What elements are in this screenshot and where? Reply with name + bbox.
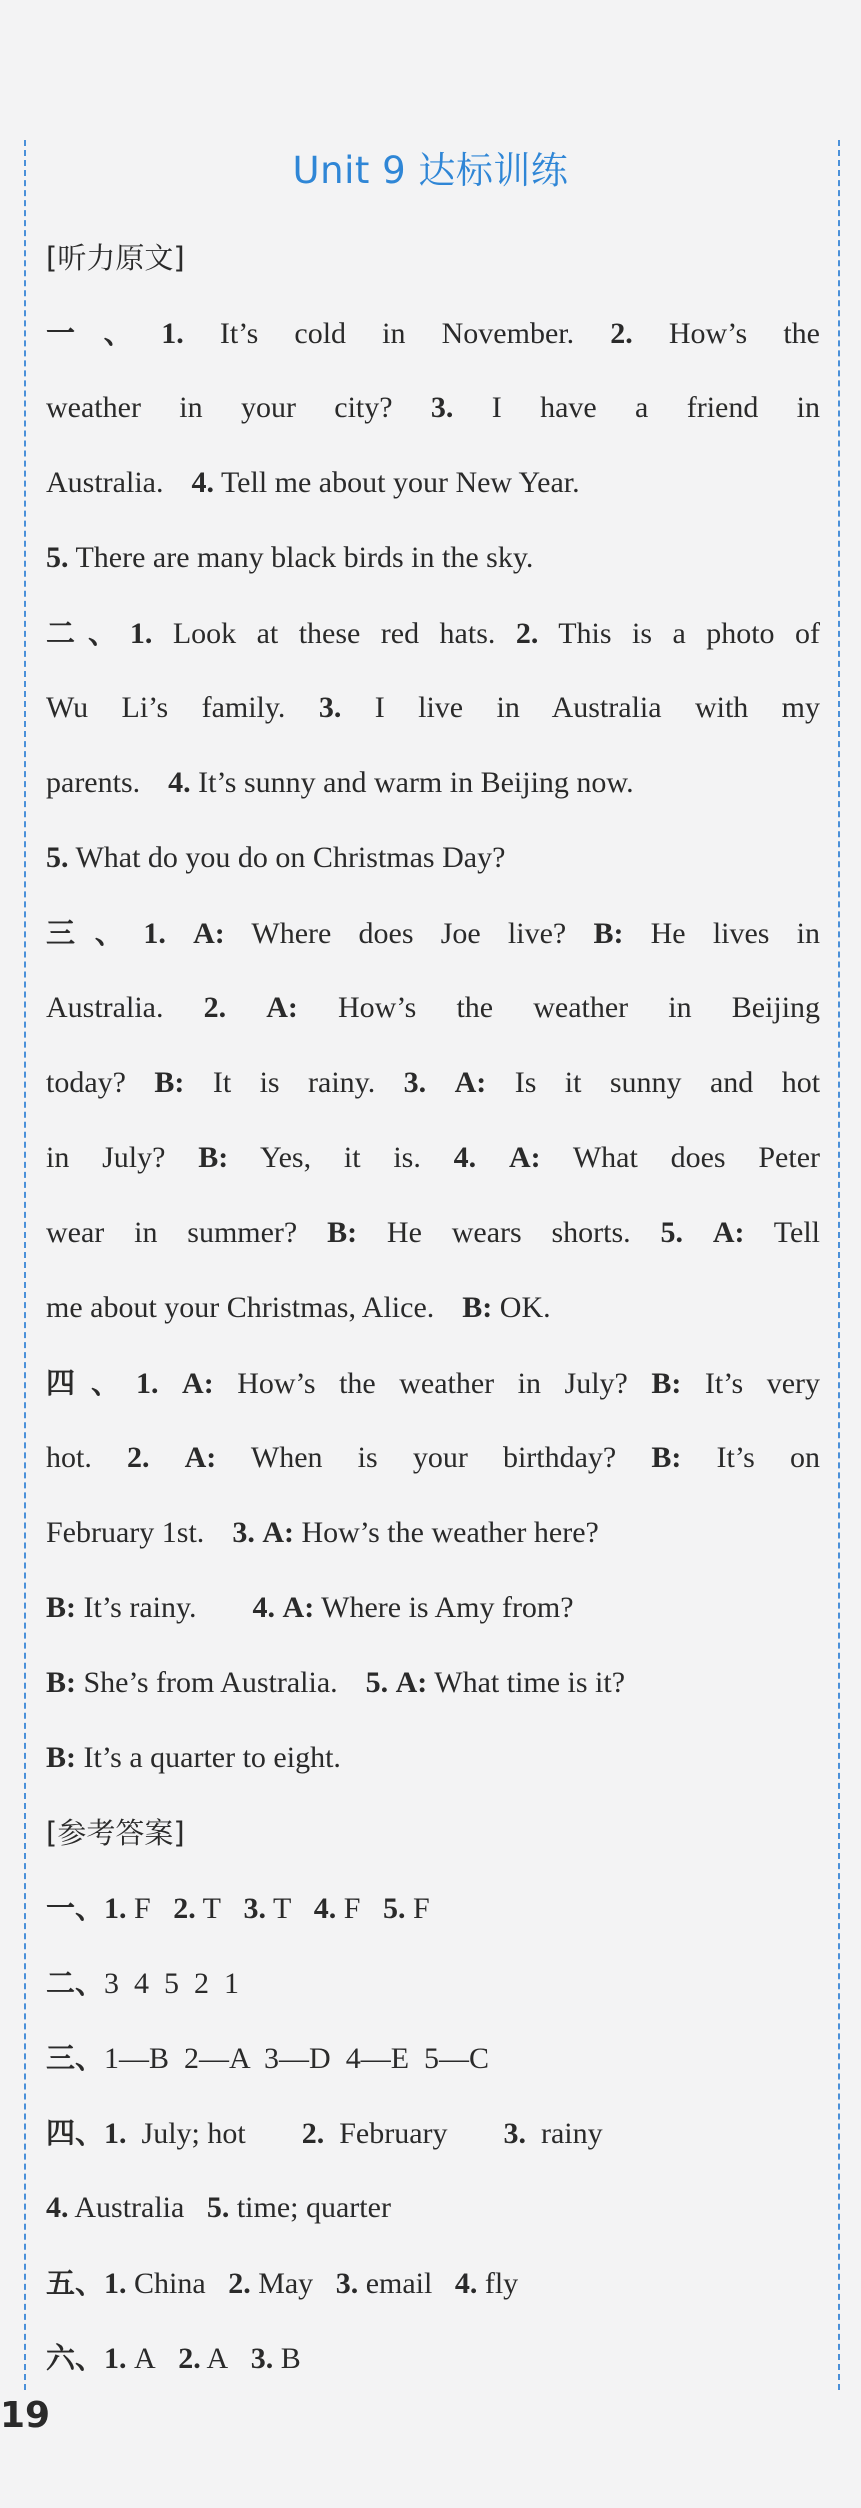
text-listening-s1-l3-n4: 4. xyxy=(191,466,214,499)
text-listening-s4-l3-n3: 3. xyxy=(232,1516,255,1549)
text-listening-s1-l2-t1: weather in your city? xyxy=(46,391,393,424)
answer-row-1 xyxy=(46,1878,820,1953)
text-answers-a5-n3: 3. xyxy=(335,2267,359,2300)
text-answers-a3-label: 三、 xyxy=(46,2041,105,2075)
text-answers-a4-v2: February xyxy=(339,2117,448,2150)
listening-s4-line6 xyxy=(46,1728,820,1803)
text-listening-s3-l2-t2: How’s the weather in Beijing xyxy=(338,991,820,1024)
listening-s4-line4 xyxy=(46,1578,820,1653)
listening-s4-line5 xyxy=(46,1653,820,1728)
listening-s2-line3 xyxy=(46,753,820,828)
answer-row-2 xyxy=(46,1953,820,2028)
text-listening-s1-l1-t2: How’s the xyxy=(668,317,820,350)
text-answers-a6-n2: 2. xyxy=(178,2342,201,2375)
text-listening-s3-l6-t1: me about your Christmas, Alice. xyxy=(46,1291,435,1324)
text-answers-a4-n3: 3. xyxy=(503,2117,526,2150)
text-answers-a4-v5: time; quarter xyxy=(236,2191,391,2224)
text-listening-s3-l3-t3: Is it sunny and hot xyxy=(514,1066,820,1099)
text-listening-s2-l1-n2: 2. xyxy=(515,617,539,650)
listening-s4-line3 xyxy=(46,1503,820,1578)
answer-row-6 xyxy=(46,2328,820,2403)
text-listening-s3-l2-t1: Australia. xyxy=(46,991,164,1024)
text-listening-s4-l4-t2: Where is Amy from? xyxy=(321,1591,574,1624)
text-answers-a5-v3: email xyxy=(365,2267,433,2300)
text-listening-s3-l2-a: A: xyxy=(266,991,298,1024)
text-answers-a6-v1: A xyxy=(134,2342,156,2375)
listening-header: [听力原文] xyxy=(46,241,185,275)
text-listening-s1-l3-t1: Australia. xyxy=(46,466,164,499)
text-listening-s3-l5-a: A: xyxy=(712,1216,745,1249)
text-listening-s3-l1-n1: 1. xyxy=(143,917,166,950)
content xyxy=(46,228,820,2403)
text-listening-s3-l6-t2: OK. xyxy=(499,1291,551,1324)
text-listening-s2-l3-n4: 4. xyxy=(168,766,191,799)
text-listening-s4-l2-n2: 2. xyxy=(126,1441,150,1474)
listening-s4-line1 xyxy=(46,1353,820,1428)
text-listening-s4-l5-t2: What time is it? xyxy=(434,1666,626,1699)
text-listening-s3-l1-t1: Where does Joe live? xyxy=(251,917,567,950)
text-listening-s1-label: 一、 xyxy=(46,316,162,350)
listening-s4-line2 xyxy=(46,1428,820,1503)
listening-s1-line1 xyxy=(46,303,820,378)
text-listening-s2-l1-t1: Look at these red hats. xyxy=(172,617,496,650)
text-listening-s4-l1-a: A: xyxy=(182,1367,214,1400)
text-listening-s4-l5-b: B: xyxy=(46,1666,76,1699)
text-listening-s4-l2-a: A: xyxy=(184,1441,217,1474)
text-listening-s2-l3-t4: It’s sunny and warm in Beijing now. xyxy=(198,766,634,799)
listening-s1-line4 xyxy=(46,528,820,603)
text-listening-s3-l5-t3: Tell xyxy=(773,1216,820,1249)
text-answers-a6-n1: 1. xyxy=(104,2342,127,2375)
text-listening-s4-l5-a: A: xyxy=(395,1666,428,1699)
text-answers-a1-n1: 1. xyxy=(104,1892,127,1925)
text-listening-s3-l5-b: B: xyxy=(327,1216,358,1249)
text-listening-s3-l5-t1: wear in summer? xyxy=(46,1216,298,1249)
page-title: Unit 9 达标训练 xyxy=(292,149,569,192)
text-answers-a2-label: 二、 xyxy=(46,1966,105,2000)
text-listening-s4-l5-t1: She’s from Australia. xyxy=(83,1666,338,1699)
text-answers-a1-label: 一、 xyxy=(46,1891,105,1925)
text-answers-a1-v3: T xyxy=(272,1892,292,1925)
text-listening-s1-l1-n1: 1. xyxy=(161,317,184,350)
text-listening-s3-l5-n5: 5. xyxy=(660,1216,684,1249)
listening-s1-line2 xyxy=(46,378,820,453)
answer-row-4b xyxy=(46,2178,820,2253)
text-listening-s2-l4-t5: What do you do on Christmas Day? xyxy=(75,841,506,874)
text-listening-s4-l1-b: B: xyxy=(651,1367,682,1400)
text-answers-a1-n4: 4. xyxy=(313,1892,337,1925)
text-answers-a5-n4: 4. xyxy=(454,2267,478,2300)
text-listening-s2-l2-t3: I live in Australia with my xyxy=(374,691,820,724)
text-answers-a4-v3: rainy xyxy=(541,2117,603,2150)
text-listening-s4-l3-t1: February 1st. xyxy=(46,1516,205,1549)
text-answers-a3-text: 1—B 2—A 3—D 4—E 5—C xyxy=(104,2042,490,2075)
listening-s3-line3 xyxy=(46,1053,820,1128)
text-listening-s1-l2-t3: I have a friend in xyxy=(491,391,820,424)
text-answers-a4-n2: 2. xyxy=(301,2117,325,2150)
text-answers-a5-n2: 2. xyxy=(228,2267,251,2300)
answer-row-5 xyxy=(46,2253,820,2328)
text-answers-a1-n2: 2. xyxy=(173,1892,196,1925)
text-answers-a5-v4: fly xyxy=(484,2267,519,2300)
text-answers-a1-v2: T xyxy=(202,1892,221,1925)
text-listening-s4-l1-n1: 1. xyxy=(136,1367,159,1400)
text-answers-a4-n5: 5. xyxy=(206,2191,230,2224)
text-answers-a1-n3: 3. xyxy=(243,1892,266,1925)
listening-s3-line2 xyxy=(46,978,820,1053)
text-listening-s3-l4-t2: Yes, it is. xyxy=(259,1141,421,1174)
text-listening-s4-l4-n4: 4. xyxy=(252,1591,276,1624)
text-listening-s3-l2-n2: 2. xyxy=(203,991,227,1024)
text-listening-s3-l1-b: B: xyxy=(593,917,624,950)
listening-s2-line4 xyxy=(46,828,820,903)
text-listening-s3-l3-a: A: xyxy=(454,1066,487,1099)
text-listening-s3-l3-t1: today? xyxy=(46,1066,126,1099)
text-listening-s3-l3-t2: It is rainy. xyxy=(212,1066,376,1099)
text-listening-s1-l4-t5: There are many black birds in the sky. xyxy=(75,541,534,574)
text-listening-s3-l3-b: B: xyxy=(154,1066,185,1099)
answer-header: [参考答案] xyxy=(46,1816,185,1850)
text-listening-s4-l4-a: A: xyxy=(282,1591,315,1624)
text-listening-s3-l1-a: A: xyxy=(193,917,225,950)
left-dashed-border xyxy=(24,140,26,2390)
text-answers-a1-v4: F xyxy=(343,1892,361,1925)
text-answers-a1-v5: F xyxy=(412,1892,430,1925)
text-answers-a6-v3: B xyxy=(280,2342,301,2375)
listening-s3-line4 xyxy=(46,1128,820,1203)
listening-s2-line2 xyxy=(46,678,820,753)
text-answers-a6-label: 六、 xyxy=(46,2341,105,2375)
text-listening-s1-l2-n3: 3. xyxy=(430,391,454,424)
listening-s3-line5 xyxy=(46,1203,820,1278)
text-answers-a1-n5: 5. xyxy=(382,1892,406,1925)
text-answers-a4-n1: 1. xyxy=(104,2117,127,2150)
text-listening-s4-l4-t1: It’s rainy. xyxy=(83,1591,197,1624)
text-answers-a5-v2: May xyxy=(258,2267,314,2300)
answer-row-4 xyxy=(46,2103,820,2178)
text-listening-s4-l3-t2: How’s the weather here? xyxy=(301,1516,599,1549)
text-listening-s1-l1-t1: It’s cold in November. xyxy=(219,317,575,350)
text-answers-a4-v1: July; hot xyxy=(141,2117,246,2150)
text-answers-a2-text: 3 4 5 2 1 xyxy=(104,1967,240,2000)
text-listening-s1-l4-n5: 5. xyxy=(46,541,69,574)
listening-s2-line1 xyxy=(46,603,820,678)
text-listening-s3-l4-t3: What does Peter xyxy=(572,1141,820,1174)
text-listening-s3-label: 三、 xyxy=(46,916,144,950)
text-answers-a5-v1: China xyxy=(134,2267,206,2300)
text-listening-s2-l4-n5: 5. xyxy=(46,841,69,874)
text-answers-a5-n1: 1. xyxy=(104,2267,127,2300)
text-listening-s2-l3-t1: parents. xyxy=(46,766,141,799)
text-listening-s4-label: 四、 xyxy=(46,1366,137,1400)
text-listening-s4-l2-t3: It’s on xyxy=(716,1441,820,1474)
text-answers-a5-label: 五、 xyxy=(46,2266,105,2300)
text-listening-s4-l3-a: A: xyxy=(262,1516,294,1549)
listening-s3-line6 xyxy=(46,1278,820,1353)
text-answers-a6-v2: A xyxy=(206,2342,229,2375)
text-listening-s4-l1-t1: How’s the weather in July? xyxy=(237,1367,628,1400)
text-listening-s2-l1-n1: 1. xyxy=(129,617,153,650)
text-listening-s4-l4-b: B: xyxy=(46,1591,76,1624)
text-listening-s2-l1-t2: This is a photo of xyxy=(558,617,820,650)
text-listening-s3-l3-n3: 3. xyxy=(403,1066,427,1099)
text-answers-a6-n3: 3. xyxy=(250,2342,274,2375)
text-listening-s4-l2-t2: When is your birthday? xyxy=(250,1441,617,1474)
text-listening-s3-l4-t1: in July? xyxy=(46,1141,166,1174)
text-listening-s1-l1-n2: 2. xyxy=(610,317,633,350)
text-listening-s2-label: 二、 xyxy=(46,616,130,650)
text-answers-a1-v1: F xyxy=(134,1892,151,1925)
text-listening-s4-l1-t2: It’s very xyxy=(704,1367,820,1400)
text-listening-s3-l1-t2: He lives in xyxy=(650,917,820,950)
text-answers-a4-n4: 4. xyxy=(46,2191,69,2224)
text-listening-s4-l2-b: B: xyxy=(651,1441,682,1474)
text-answers-a4-label: 四、 xyxy=(46,2116,105,2150)
text-answers-a4-v4: Australia xyxy=(74,2191,185,2224)
listening-s1-line3 xyxy=(46,453,820,528)
text-listening-s3-l5-t2: He wears shorts. xyxy=(386,1216,631,1249)
text-listening-s2-l2-n3: 3. xyxy=(318,691,342,724)
text-listening-s3-l4-a: A: xyxy=(508,1141,541,1174)
right-dashed-border xyxy=(838,140,840,2390)
text-listening-s3-l4-b: B: xyxy=(198,1141,229,1174)
text-listening-s4-l6-t1: It’s a quarter to eight. xyxy=(83,1741,341,1774)
text-listening-s4-l2-t1: hot. xyxy=(46,1441,92,1474)
page-number: 19 xyxy=(0,2395,51,2436)
text-listening-s3-l6-b: B: xyxy=(462,1291,493,1324)
text-listening-s4-l6-b: B: xyxy=(46,1741,76,1774)
text-listening-s1-l3-t4: Tell me about your New Year. xyxy=(220,466,580,499)
answer-row-3 xyxy=(46,2028,820,2103)
listening-s3-line1 xyxy=(46,903,820,978)
text-listening-s4-l5-n5: 5. xyxy=(365,1666,389,1699)
text-listening-s3-l4-n4: 4. xyxy=(453,1141,477,1174)
text-listening-s2-l2-t1: Wu Li’s family. xyxy=(46,691,286,724)
